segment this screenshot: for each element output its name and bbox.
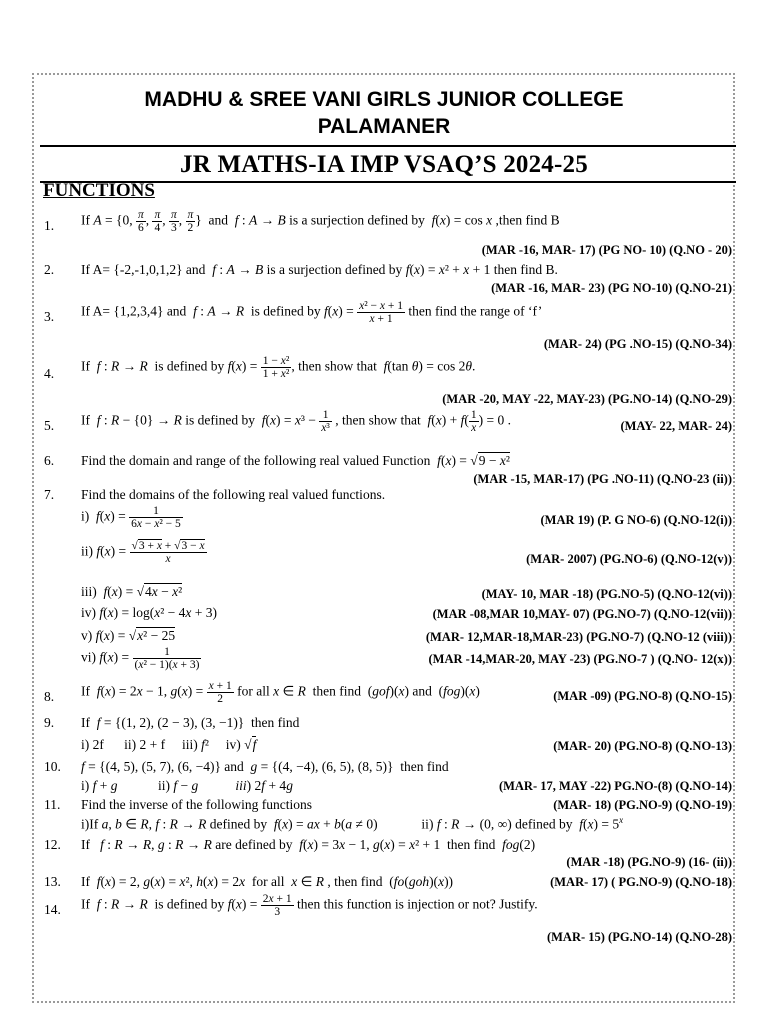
question-number: 11.	[44, 797, 61, 812]
question-subparts: i) f + g ii) f − g iii) 2f + 4g	[81, 778, 293, 793]
question-number: 5.	[44, 418, 55, 433]
question-reference: (MAR- 20) (PG.NO-8) (Q.NO-13)	[553, 739, 732, 753]
question-reference: (MAR -16, MAR- 23) (PG NO-10) (Q.NO-21)	[491, 281, 732, 295]
question-number: 1.	[44, 218, 55, 233]
question-reference: (MAR -18) (PG.NO-9) (16- (ii))	[566, 855, 732, 869]
question-number: 13.	[44, 874, 61, 889]
question-number: 2.	[44, 262, 55, 277]
question-number: 14.	[44, 902, 61, 917]
question-text: If f = {(1, 2), (2 − 3), (3, −1)} then find	[81, 715, 300, 730]
subpart-i: i) f(x) = $\frac{1}{\text{6x − x² − 5}}$	[81, 505, 181, 530]
question-number: 4.	[44, 366, 55, 381]
question-text: If f : R → R is defined by f(x) = $\frac{2x + 1}{3}$ then this function is injection or not? Justify.	[81, 893, 538, 918]
question-text: If f : R − {0} → R is defined by f(x) = x³ − $\frac{1}{\text{x³}}$ , then show that f(x) + f( $\frac{1}{x}$ ) = 0 .	[81, 409, 511, 434]
section-title: FUNCTIONS	[43, 180, 155, 201]
question-reference: (MAY- 22, MAR- 24)	[620, 419, 732, 433]
question-number: 6.	[44, 453, 55, 468]
question-reference: (MAR -16, MAR- 17) (PG NO- 10) (Q.NO - 20)	[481, 243, 732, 257]
question-reference: (MAR- 2007) (PG.NO-6) (Q.NO-12(v))	[526, 552, 732, 566]
question-number: 3.	[44, 309, 55, 324]
question-text: If f : R → R is defined by f(x) = $\frac{\text{1 − x²}}{\text{1 + x²}}$ , then show that f(tan θ) = cos 2θ.	[81, 355, 476, 380]
question-text: Find the domain and range of the following real valued Function f(x) = √9 − x²	[81, 453, 510, 468]
question-text: f = {(4, 5), (5, 7), (6, −4)} and g = {(4, −4), (6, 5), (8, 5)} then find	[81, 759, 449, 774]
college-name-line1: MADHU & SREE VANI GIRLS JUNIOR COLLEGE	[144, 88, 624, 111]
question-text: If f(x) = 2x − 1, g(x) = $\frac{x + 1}{2}$ for all x ∈ R then find (gof)(x) and (fog)(x)	[81, 680, 480, 705]
question-text: If A = {0, $\frac{\pi}{6}$ , $\frac{\pi}{4}$ , $\frac{\pi}{3}$ , $\frac{\pi}{2}$ } and f : A → B is a surjection defined by f(x) = cos x ,then find B	[81, 209, 560, 234]
question-reference: (MAR -15, MAR-17) (PG .NO-11) (Q.NO-23 (ii))	[473, 472, 732, 486]
header-rule-top	[40, 145, 736, 147]
question-text: Find the domains of the following real valued functions.	[81, 487, 386, 502]
question-reference: (MAR- 15) (PG.NO-14) (Q.NO-28)	[546, 930, 732, 944]
question-number: 8.	[44, 689, 55, 704]
question-subparts: i)If a, b ∈ R, f : R → R defined by f(x) = ax + b(a ≠ 0) ii) f : R → (0, ∞) defined by $f(x) = 5^x$	[81, 815, 624, 832]
question-reference: (MAR- 17, MAY -22) PG.NO-(8) (Q.NO-14)	[498, 779, 732, 793]
question-reference: (MAR- 18) (PG.NO-9) (Q.NO-19)	[553, 798, 732, 812]
question-text-prefix: Find the domain and range of the following real valued Function	[81, 453, 431, 468]
question-number: 12.	[44, 837, 61, 852]
question-text: If f : R → R, g : R → R are defined by f(x) = 3x − 1, g(x) = x² + 1 then find fog(2)	[81, 837, 536, 852]
question-reference: (MAR- 17) ( PG.NO-9) (Q.NO-18)	[550, 875, 732, 889]
question-reference: (MAR 19) (P. G NO-6) (Q.NO-12(i))	[540, 513, 732, 527]
subpart-iv: iv) f(x) = log(x² − 4x + 3)	[81, 605, 218, 620]
question-text: Find the inverse of the following functions	[81, 797, 312, 812]
subpart-ii: ii) f(x) = $\frac{√3 + x + √3 - x}{x}$	[81, 540, 205, 565]
subject-title: JR MATHS-IA IMP VSAQ’S 2024-25	[180, 151, 588, 178]
question-reference: (MAY- 10, MAR -18) (PG.NO-5) (Q.NO-12(vi))	[481, 587, 732, 601]
question-reference: (MAR -09) (PG.NO-8) (Q.NO-15)	[553, 689, 732, 703]
question-reference: (MAR -20, MAY -22, MAY-23) (PG.NO-14) (Q.NO-29)	[442, 392, 732, 406]
college-name-line2: PALAMANER	[317, 115, 451, 138]
question-subparts: i) 2f ii) 2 + f iii) f² iv) √f	[81, 737, 257, 752]
question-reference: (MAR- 24) (PG .NO-15) (Q.NO-34)	[543, 337, 732, 351]
question-reference: (MAR- 12,MAR-18,MAR-23) (PG.NO-7) (Q.NO-12 (viii))	[425, 630, 732, 644]
subpart-vi: vi) f(x) = $\frac{1}{\text{(x² − 1)(x + 3)}}$	[81, 646, 200, 671]
question-text: If A= {1,2,3,4} and f : A → R is defined by f(x) = $\frac{\text{x² − x + 1}}{x + 1}$ then find the range of ‘f’	[81, 300, 543, 325]
question-text: If A= {-2,-1,0,1,2} and f : A → B is a surjection defined by f(x) = x² + x + 1 then find B.	[81, 262, 558, 277]
college-name	[0, 86, 768, 140]
question-reference: (MAR -08,MAR 10,MAY- 07) (PG.NO-7) (Q.NO-12(vii))	[432, 607, 732, 621]
subpart-iii: iii) f(x) = √4x − x²	[81, 584, 183, 599]
question-number: 7.	[44, 487, 55, 502]
question-reference: (MAR -14,MAR-20, MAY -23) (PG.NO-7 ) (Q.NO- 12(x))	[428, 652, 732, 666]
question-number: 9.	[44, 715, 55, 730]
question-number: 10.	[44, 759, 61, 774]
subpart-v: v) f(x) = √x² − 25	[81, 628, 176, 643]
question-text: If f(x) = 2, g(x) = x², h(x) = 2x for all x ∈ R , then find (fo(goh)(x))	[81, 874, 454, 889]
